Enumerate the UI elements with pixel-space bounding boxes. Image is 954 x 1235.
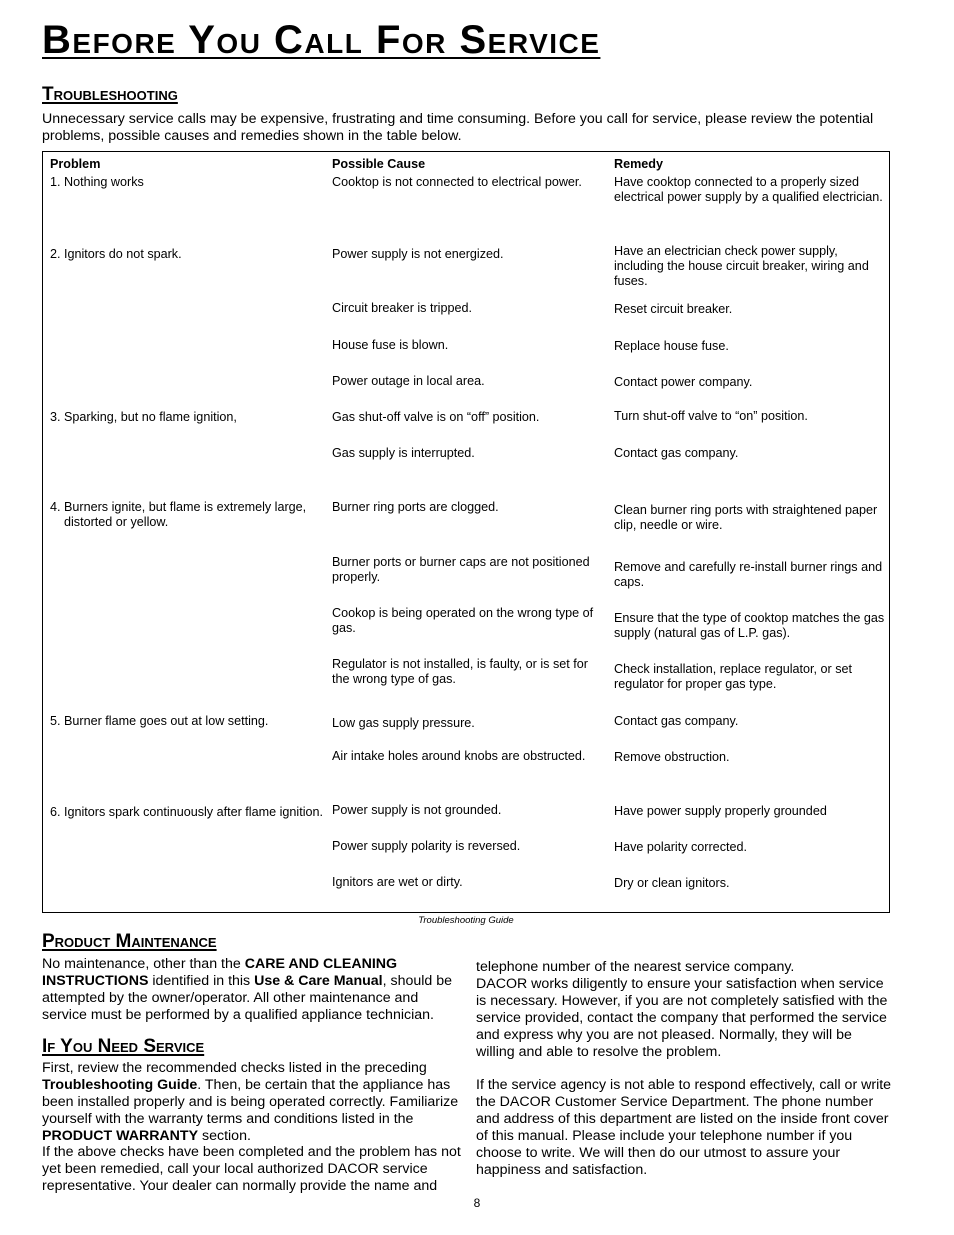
remedy-cell: Have polarity corrected. bbox=[614, 840, 747, 854]
remedy-cell: Contact gas company. bbox=[614, 446, 739, 460]
service-right-paragraph: DACOR works diligently to ensure your satisfaction when service is necessary. However, if you are not completely satisfied with the service provided, contact the company that performed the service and express why you are not pleased. Normally, they will be willing and able to resolve the problem. bbox=[476, 976, 888, 1060]
remedy-cell: Dry or clean ignitors. bbox=[614, 876, 730, 890]
service-paragraph: First, review the recommended checks listed in the preceding Troubleshooting Guide. Then, be certain that the appliance has been installed properly and is being operated correctly. Familiarize yourself with the warranty terms and conditions listed in the PRODUCT WARRANTY section. bbox=[42, 1060, 459, 1144]
problem-cell: 6. Ignitors spark continuously after flame ignition. bbox=[50, 805, 324, 819]
remedy-cell: Remove obstruction. bbox=[614, 750, 730, 764]
troubleshooting-heading: Troubleshooting bbox=[42, 84, 178, 105]
problem-cell: 2. Ignitors do not spark. bbox=[50, 247, 182, 261]
remedy-cell: Turn shut-off valve to “on” position. bbox=[614, 409, 808, 423]
cause-cell: Power supply polarity is reversed. bbox=[332, 839, 521, 853]
remedy-cell: Check installation, replace regulator, or set regulator for proper gas type. bbox=[614, 662, 853, 691]
remedy-cell: Reset circuit breaker. bbox=[614, 302, 733, 316]
service-right-paragraph: telephone number of the nearest service company. bbox=[476, 959, 795, 975]
service-right-paragraph: If the service agency is not able to respond effectively, call or write the DACOR Customer Service Department. The phone number and address of this department are listed on the inside front cover of this manual. Please include your telephone number if you choose to write. We will then do our utmost to assure your happiness and satisfaction. bbox=[476, 1077, 892, 1178]
problem-cell: 4. Burners ignite, but flame is extremely large, distorted or yellow. bbox=[50, 500, 307, 529]
remedy-cell: Clean burner ring ports with straightened paper clip, needle or wire. bbox=[614, 503, 878, 532]
cause-cell: Circuit breaker is tripped. bbox=[332, 301, 472, 315]
column-header-problem: Problem bbox=[50, 157, 101, 171]
remedy-cell: Have an electrician check power supply, including the house circuit breaker, wiring and fuses. bbox=[614, 244, 869, 288]
table-caption: Troubleshooting Guide bbox=[418, 915, 514, 926]
cause-cell: Regulator is not installed, is faulty, or is set for the wrong type of gas. bbox=[332, 657, 588, 686]
cause-cell: Air intake holes around knobs are obstructed. bbox=[332, 749, 586, 763]
cause-cell: Gas shut-off valve is on “off” position. bbox=[332, 410, 540, 424]
maintenance-paragraph: No maintenance, other than the CARE AND CLEANING INSTRUCTIONS identified in this Use & Care Manual, should be attempted by the owner/operator. All other maintenance and service must be performed by a qualified appliance technician. bbox=[42, 956, 453, 1023]
remedy-cell: Have power supply properly grounded bbox=[614, 804, 827, 818]
cause-cell: Burner ports or burner caps are not positioned properly. bbox=[332, 555, 590, 584]
remedy-cell: Replace house fuse. bbox=[614, 339, 729, 353]
cause-cell: Burner ring ports are clogged. bbox=[332, 500, 499, 514]
page-number: 8 bbox=[473, 1196, 481, 1210]
troubleshooting-table bbox=[42, 151, 890, 913]
cause-cell: Ignitors are wet or dirty. bbox=[332, 875, 463, 889]
cause-cell: Cooktop is not connected to electrical power. bbox=[332, 175, 582, 189]
cause-cell: Low gas supply pressure. bbox=[332, 716, 475, 730]
maintenance-heading: Product Maintenance bbox=[42, 931, 217, 952]
remedy-cell: Ensure that the type of cooktop matches the gas supply (natural gas of L.P. gas). bbox=[614, 611, 885, 640]
page-title: Before You Call For Service bbox=[42, 18, 601, 62]
problem-cell: 3. Sparking, but no flame ignition, bbox=[50, 410, 237, 424]
problem-cell: 1. Nothing works bbox=[50, 175, 144, 189]
remedy-cell: Contact gas company. bbox=[614, 714, 739, 728]
cause-cell: Power supply is not grounded. bbox=[332, 803, 502, 817]
remedy-cell: Have cooktop connected to a properly sized electrical power supply by a qualified electrician. bbox=[614, 175, 883, 204]
cause-cell: Gas supply is interrupted. bbox=[332, 446, 475, 460]
troubleshooting-intro: Unnecessary service calls may be expensive, frustrating and time consuming. Before you call for service, please review the potential problems, possible causes and remedies shown in the table below. bbox=[42, 111, 874, 144]
remedy-cell: Remove and carefully re-install burner rings and caps. bbox=[614, 560, 883, 589]
service-heading: If You Need Service bbox=[42, 1036, 205, 1057]
service-paragraph-continued: If the above checks have been completed and the problem has not yet been remedied, call your local authorized DACOR service representative. Your dealer can normally provide the name and bbox=[42, 1144, 461, 1194]
remedy-cell: Contact power company. bbox=[614, 375, 753, 389]
cause-cell: House fuse is blown. bbox=[332, 338, 449, 352]
cause-cell: Power supply is not energized. bbox=[332, 247, 504, 261]
column-header-remedy: Remedy bbox=[614, 157, 663, 171]
problem-cell: 5. Burner flame goes out at low setting. bbox=[50, 714, 269, 728]
column-header-cause: Possible Cause bbox=[332, 157, 426, 171]
cause-cell: Cookop is being operated on the wrong type of gas. bbox=[332, 606, 594, 635]
cause-cell: Power outage in local area. bbox=[332, 374, 485, 388]
